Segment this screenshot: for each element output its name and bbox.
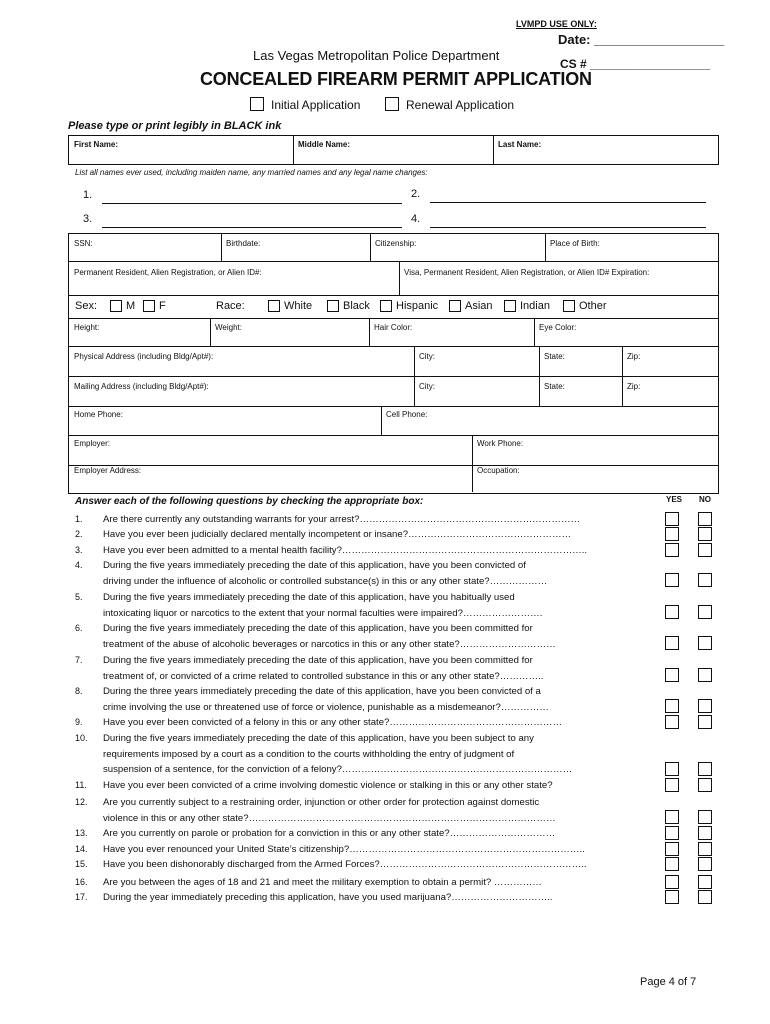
sex-race-row [68,300,719,316]
name-line-number: 4. [411,213,421,225]
renewal-application-checkbox[interactable] [385,97,399,111]
race-other-label: Other [579,300,607,312]
employer-address-field[interactable]: Employer Address: [74,466,142,475]
race-black-checkbox[interactable] [327,300,339,312]
question-text: Have you ever been convicted of a felony in this or any other state?……………………………………………… [103,717,563,728]
question-text: violence in this or any other state?…………………………………………………………………………………… [103,812,556,824]
race-asian-label: Asian [465,300,493,312]
name-line-number: 1. [83,189,93,201]
question-number: 15. [75,859,88,869]
question-text: Are there currently any outstanding warrants for your arrest?…………………………………………………………… [103,514,581,525]
names-note: List all names ever used, including maiden name, any married names and any legal name changes: [75,168,428,177]
name-line-1[interactable] [102,203,402,204]
question-text: treatment of, or convicted of a crime related to controlled substance in this or any other state?………….. [103,670,544,682]
initial-application-checkbox[interactable] [250,97,264,111]
work-phone-field[interactable]: Work Phone: [477,439,524,448]
citizenship-field[interactable]: Citizenship: [375,239,417,248]
question-no-checkbox[interactable] [698,857,712,871]
question-no-checkbox[interactable] [698,636,712,650]
question-yes-checkbox[interactable] [665,826,679,840]
question-text: Have you ever renounced your United State’s citizenship?……………………………………………………………….. [103,844,585,855]
race-hispanic-checkbox[interactable] [380,300,392,312]
question-no-checkbox[interactable] [698,890,712,904]
question-yes-checkbox[interactable] [665,857,679,871]
lvmpd-use-only-label: LVMPD USE ONLY: [516,19,597,29]
question-text: suspension of a sentence, for the conviction of a felony?……………………………………………………………… [103,764,573,776]
question-yes-checkbox[interactable] [665,527,679,541]
home-phone-field[interactable]: Home Phone: [74,410,123,419]
race-black-label: Black [343,300,370,312]
mailing-city-field[interactable]: City: [419,382,435,391]
name-line-3[interactable] [102,227,402,228]
question-yes-checkbox[interactable] [665,668,679,682]
question-number: 6. [75,623,83,633]
question-number: 14. [75,844,88,854]
question-no-checkbox[interactable] [698,762,712,776]
question-text: Have you ever been convicted of a crime involving domestic violence or stalking in this or any other state? [103,780,553,791]
question-no-checkbox[interactable] [698,875,712,889]
name-line-4[interactable] [430,227,706,228]
physical-city-field[interactable]: City: [419,352,435,361]
question-number: 16. [75,877,88,887]
question-text: crime involving the use or threatened use of force or violence, punishable as a misdemeanor?…………… [103,701,549,713]
question-text: During the five years immediately preceding the date of this application, have you been subject to any [103,733,534,744]
question-no-checkbox[interactable] [698,543,712,557]
question-yes-checkbox[interactable] [665,778,679,792]
mailing-state-field[interactable]: State: [544,382,565,391]
question-text: Have you ever been judicially declared mentally incompetent or insane?…………………………………………… [103,529,572,540]
question-yes-checkbox[interactable] [665,762,679,776]
sex-m-label: M [126,300,136,312]
initial-application-label: Initial Application [271,98,361,112]
race-asian-checkbox[interactable] [449,300,461,312]
question-text: During the five years immediately preceding the date of this application, have you been committed for [103,655,533,666]
question-no-checkbox[interactable] [698,810,712,824]
question-yes-checkbox[interactable] [665,605,679,619]
race-white-label: White [284,300,313,312]
question-text: During the five years immediately preceding the date of this application, have you been committed for [103,623,533,634]
question-yes-checkbox[interactable] [665,512,679,526]
question-number: 17. [75,892,88,902]
sex-m-checkbox[interactable] [110,300,122,312]
question-yes-checkbox[interactable] [665,810,679,824]
question-number: 1. [75,514,83,524]
question-text: During the five years immediately preceding the date of this application, have you been convicted of [103,560,526,571]
question-no-checkbox[interactable] [698,778,712,792]
question-number: 13. [75,828,88,838]
height-field[interactable]: Height: [74,323,100,332]
question-text: Are you currently on parole or probation for a conviction in this or any other state?…………………………… [103,828,556,839]
personal-info-grid [68,233,719,466]
employer-field[interactable]: Employer: [74,439,111,448]
question-no-checkbox[interactable] [698,668,712,682]
question-no-checkbox[interactable] [698,842,712,856]
question-text: Are you between the ages of 18 and 21 and meet the military exemption to obtain a permit? …………… [103,877,542,888]
sex-label: Sex: [75,300,98,312]
question-number: 3. [75,545,83,555]
question-no-checkbox[interactable] [698,527,712,541]
question-no-checkbox[interactable] [698,715,712,729]
physical-state-field[interactable]: State: [544,352,565,361]
middle-name-field[interactable]: Middle Name: [298,140,351,149]
name-line-number: 3. [83,213,93,225]
page-number: Page 4 of 7 [640,976,697,988]
physical-zip-field[interactable]: Zip: [627,352,641,361]
physical-address-field[interactable]: Physical Address (including Bldg/Apt#): [74,352,214,361]
question-number: 11. [75,780,87,790]
visa-expiration-field[interactable]: Visa, Permanent Resident, Alien Registration, or Alien ID# Expiration: [404,268,650,277]
yes-column-label: YES [666,495,683,504]
renewal-application-label: Renewal Application [406,98,515,112]
question-yes-checkbox[interactable] [665,543,679,557]
question-yes-checkbox[interactable] [665,875,679,889]
question-text: Have you ever been admitted to a mental health facility?………………………………………………………………….. [103,545,588,556]
place-of-birth-field[interactable]: Place of Birth: [550,239,600,248]
department-name: Las Vegas Metropolitan Police Department [253,48,500,63]
question-yes-checkbox[interactable] [665,699,679,713]
question-number: 9. [75,717,83,727]
mailing-zip-field[interactable]: Zip: [627,382,641,391]
birthdate-field[interactable]: Birthdate: [226,239,261,248]
question-text: intoxicating liquor or narcotics to the extent that your normal faculties were impaired?……………………. [103,607,543,619]
ink-instructions: Please type or print legibly in BLACK ink [68,120,282,132]
ssn-field[interactable]: SSN: [74,239,93,248]
question-number: 2. [75,529,83,539]
first-name-field[interactable]: First Name: [74,140,119,149]
sex-f-label: F [159,300,166,312]
race-indian-checkbox[interactable] [504,300,516,312]
date-field[interactable]: Date: __________________ [558,32,725,47]
question-no-checkbox[interactable] [698,699,712,713]
name-line-2[interactable] [430,202,706,203]
hair-color-field[interactable]: Hair Color: [374,323,413,332]
question-text: requirements imposed by a court as a condition to the courts withholding the entry of judgment of [103,748,515,760]
question-yes-checkbox[interactable] [665,890,679,904]
question-text: During the year immediately preceding this application, have you used marijuana?………………………….. [103,892,553,903]
alien-id-field[interactable]: Permanent Resident, Alien Registration, or Alien ID#: [74,268,262,277]
questions-header: Answer each of the following questions by checking the appropriate box: [75,496,424,507]
weight-field[interactable]: Weight: [215,323,242,332]
question-no-checkbox[interactable] [698,605,712,619]
question-text: During the three years immediately preceding the date of this application, have you been convicted of a [103,686,541,697]
question-no-checkbox[interactable] [698,826,712,840]
occupation-field[interactable]: Occupation: [477,466,520,475]
cell-phone-field[interactable]: Cell Phone: [386,410,428,419]
race-hispanic-label: Hispanic [396,300,439,312]
question-number: 5. [75,592,83,602]
question-yes-checkbox[interactable] [665,715,679,729]
question-yes-checkbox[interactable] [665,842,679,856]
page-title: CONCEALED FIREARM PERMIT APPLICATION [200,69,592,89]
name-row [68,135,719,165]
question-text: During the five years immediately preceding the date of this application, have you habitually used [103,592,515,603]
question-text: Are you currently subject to a restraining order, injunction or other order for protection against domestic [103,797,540,808]
question-number: 10. [75,733,88,743]
mailing-address-field[interactable]: Mailing Address (including Bldg/Apt#): [74,382,209,391]
question-yes-checkbox[interactable] [665,573,679,587]
name-line-number: 2. [411,188,421,200]
question-yes-checkbox[interactable] [665,636,679,650]
race-indian-label: Indian [520,300,550,312]
question-text: driving under the influence of alcoholic or controlled substance(s) in this or any other state?……………… [103,575,548,587]
sex-f-checkbox[interactable] [143,300,155,312]
question-no-checkbox[interactable] [698,573,712,587]
no-column-label: NO [699,495,711,504]
question-number: 12. [75,797,88,807]
cs-number-field[interactable]: CS # __________________ [560,57,711,71]
question-no-checkbox[interactable] [698,512,712,526]
eye-color-field[interactable]: Eye Color: [539,323,577,332]
question-number: 7. [75,655,83,665]
question-text: Have you been dishonorably discharged from the Armed Forces?……………………………………………………….. [103,859,587,870]
last-name-field[interactable]: Last Name: [498,140,542,149]
race-white-checkbox[interactable] [268,300,280,312]
race-other-checkbox[interactable] [563,300,575,312]
question-number: 8. [75,686,83,696]
question-number: 4. [75,560,83,570]
question-text: treatment of the abuse of alcoholic beverages or narcotics in this or any other state?………………………… [103,638,556,650]
employer-address-row [68,464,719,494]
race-label: Race: [216,300,245,312]
